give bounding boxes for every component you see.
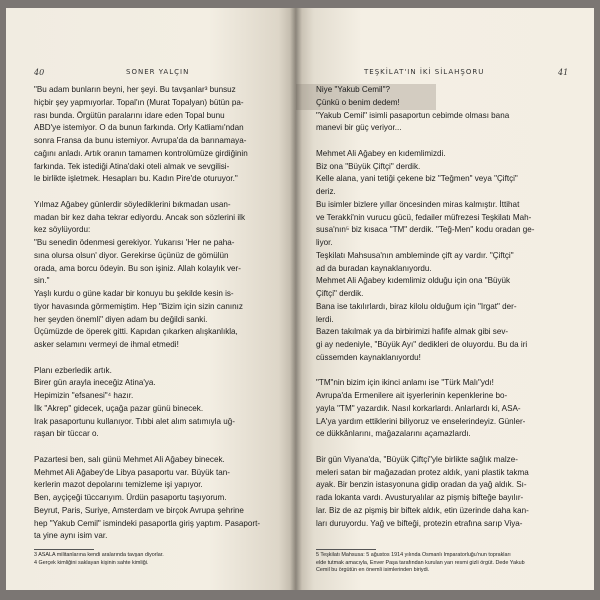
text-line — [34, 441, 279, 454]
text-line — [316, 441, 574, 454]
text-line: ABD'ye istemiyor. O da bunun farkında. Orly Katliamı'ndan — [34, 123, 244, 133]
right-page — [296, 8, 594, 590]
text-line — [34, 352, 279, 365]
text-line: ad da buradan kaynaklanıyordu. — [316, 263, 432, 273]
text-line: rası bunda. Örgütün paralarını idare eden Topal bunu — [34, 110, 225, 120]
text-line: LA'ya yardım ettiklerini biliyoruz ve enselerindeyiz. Günler- — [316, 416, 526, 426]
text-line: Bana ise takılırlardı, biraz kilolu olduğum için "Irgat" der- — [316, 301, 517, 311]
text-line: Birer gün arayla ineceğiz Atina'ya. — [34, 378, 156, 388]
footnote-line: Cemil bu örgütün en önemli isimlerinden biriydi. — [316, 567, 430, 574]
text-line: Biz ona "Büyük Çiftçi" derdik. — [316, 161, 421, 171]
text-line: ları duruyordu. Yağ ve bifteği, protezin etrafına sarıp Viya- — [316, 518, 523, 528]
text-line: rada lokanta vardı. Avusturyalılar az pişmiş bifteğe bayılır- — [316, 493, 524, 502]
text-line: "Yakub Cemil" isimli pasaportun cebimde olması bana — [316, 110, 510, 120]
text-line: cağını anladı. Artık oranın tamamen kontrolümüze girdiğinin — [34, 148, 248, 158]
text-line: hep "Yakub Cemil" ismindeki pasaportla giriş yaptım. Pasaport- — [34, 518, 261, 528]
text-line: Yaşlı kurdu o güne kadar bir konuyu bu şekilde kesin is- — [34, 289, 234, 298]
text-line: Mehmet Ali Ağabey'de Libya pasaportu var. Büyük tan- — [34, 467, 230, 477]
text-line: Hepimizin "efsanesi"⁴ hazır. — [34, 391, 134, 400]
left-running-head: SONER YALÇIN — [126, 68, 190, 76]
footnote-line: elde tutmak amacıyla, Enver Paşa tarafından kurulan yarı resmi gizli örgüt. Dede Yakub — [316, 559, 525, 566]
footnote-line: 5 Teşkilatı Mahsusa: 5 ağustos 1914 yılında Osmanlı İmparatorluğu'nun toprakları — [316, 552, 511, 558]
text-line: raşan bir tüccar o. — [34, 429, 99, 439]
text-line: Irak pasaportunu kullanıyor. Tıbbi alet alım satımıyla uğ- — [34, 416, 235, 426]
text-line: ve Terakki'nin vurucu gücü, fedailer müfrezesi Teşkilatı Mah- — [316, 212, 532, 222]
text-line: kerlerin mazot depolarını temizleme işi yapıyor. — [34, 480, 203, 490]
text-line: İlk "Akrep" gidecek, uçağa pazar günü binecek. — [34, 403, 204, 413]
text-line: "Bu adam bunların beyni, her şeyi. Bu tavşanlar³ bunsuz — [34, 85, 236, 94]
text-line: susa'nın⁵ biz kısaca "TM" derdik. "Teğ-Men" kodu oradan ge- — [316, 225, 535, 235]
text-line: tiyor havasında görmemiştim. Hep "Bizim için sizin canınız — [34, 301, 243, 311]
text-line: gi ay nedeniyle, "Büyük Ayı" dedikleri de oluyordu. Bu da iri — [316, 340, 528, 349]
left-footnote-rule — [34, 549, 94, 550]
text-line: sin." — [34, 276, 50, 286]
text-line: Planı ezberledik artık. — [34, 365, 112, 375]
text-line: Kelle alana, yani tetiği çekene biz "Teğmen" veya "Çiftçi" — [316, 174, 518, 184]
text-line: Yılmaz Ağabey günlerdir söylediklerini bıkmadan usan- — [34, 199, 231, 209]
left-page-body — [34, 84, 279, 543]
text-line: yayla "TM" yazardık. Nasıl korkarlardı. Anlarlardı ki, ASA- — [316, 403, 521, 413]
footnote-line: 4 Gerçek kimliğini saklayan kişinin sahte kimliği. — [34, 559, 149, 566]
text-line: Mehmet Ali Ağabey kıdemlimiz olduğu için ona "Büyük — [316, 276, 511, 286]
text-line: Pazartesi ben, salı günü Mehmet Ali Ağabey binecek. — [34, 454, 225, 464]
text-line: Avrupa'da Ermenilere ait işyerlerinin kepenklerine bo- — [316, 391, 508, 400]
left-page — [6, 8, 296, 590]
text-line — [34, 186, 279, 199]
text-line: deriz. — [316, 187, 336, 196]
text-line: sonra Fransa da bunu istemiyor. Avrupa'da da barınamaya- — [34, 136, 247, 145]
text-line: liyor. — [316, 238, 333, 247]
text-line: Çünkü o benim dedem! — [316, 97, 400, 107]
footnote-line: 3 ASALA militanlarına kendi aralarında tavşan diyorlar. — [34, 552, 164, 558]
text-line: farkında. Tek istediği Atina'daki oteli almak ve sevgilisi- — [34, 161, 230, 171]
text-line: Üçümüzde de öperek gitti. Kapıdan çıkarken alışkanlıkla, — [34, 327, 238, 337]
text-line: Ben, ayçiçeği tüccarıyım. Ürdün pasaportu taşıyorum. — [34, 493, 227, 502]
text-line: orada, ama borcu ödeyin. Bu son işiniz. Allah kolaylık ver- — [34, 263, 241, 273]
text-line: Teşkilatı Mahsusa'nın ambleminde çift ay vardır. "Çiftçi" — [316, 250, 514, 260]
right-page-number: 41 — [558, 68, 569, 77]
text-line: Çiftçi" derdik. — [316, 289, 364, 298]
book-gutter — [290, 8, 302, 590]
text-line: "TM"nin bizim için ikinci anlamı ise "Türk Malı"ydı! — [316, 378, 494, 388]
text-line: asker selamını vermeyi de ihmal etmedi! — [34, 340, 179, 349]
text-line: manevi bir güç veriyor... — [316, 123, 402, 133]
text-line: ayak. Bir benzin istasyonuna gidip oradan da yağ aldık. Sı- — [316, 480, 527, 490]
text-line: ta yine aynı isim var. — [34, 531, 108, 541]
text-line: madan bir kez daha tekrar ediyordu. Ancak son sözlerini ilk — [34, 212, 245, 222]
text-line: Mehmet Ali Ağabey en kıdemlimizdi. — [316, 148, 446, 158]
text-line: le birlikte işletmek. Hesapları bu. Kadın Pire'de oturuyor." — [34, 174, 238, 184]
right-footnote-rule — [316, 549, 376, 550]
text-line — [316, 365, 574, 378]
left-footnotes — [34, 552, 279, 567]
right-page-body — [316, 84, 574, 530]
text-line: Niye "Yakub Cemil"? — [316, 85, 390, 94]
text-line: "Bu senedin ödenmesi gerekiyor. Yukarısı 'Her ne paha- — [34, 238, 235, 247]
text-line: Beyrut, Paris, Suriye, Amsterdam ve birçok Avrupa şehrine — [34, 505, 244, 515]
right-running-head: TEŞKİLAT'IN İKİ SİLAHŞORU — [364, 68, 485, 76]
text-line: Bir gün Viyana'da, "Büyük Çiftçi"yle birlikte sağlık malze- — [316, 454, 518, 464]
text-line — [316, 135, 574, 148]
right-footnotes — [316, 552, 574, 575]
text-line: kez söylüyordu: — [34, 225, 91, 235]
text-line: lar. Biz de az pişmiş bir biftek aldık, etin üzerinde daha kan- — [316, 505, 529, 515]
left-page-number: 40 — [34, 68, 45, 77]
text-line: Bu isimler bizlere yıllar öncesinden miras kalmıştır. İttihat — [316, 199, 520, 209]
text-line: hiçbir şey yapmıyorlar. Topal'ın (Murat Topalyan) bütün pa- — [34, 97, 244, 107]
text-line: ce dükkânlarını, mağazalarını açamazlardı. — [316, 429, 471, 439]
text-line: meleri satan bir mağazadan protez aldık, yani plastik takma — [316, 467, 529, 477]
text-line: cüssemden kaynaklanıyordu! — [316, 352, 421, 362]
text-line: sına olursa olsun' diyor. Gerekirse üçünüz de gömülün — [34, 250, 229, 260]
text-line: her şeyden önemli" diyen adam bu değildi sanki. — [34, 314, 208, 324]
text-line: Bazen takılmak ya da birbirimizi hafife almak gibi sev- — [316, 327, 509, 337]
text-line: lerdi. — [316, 314, 334, 324]
